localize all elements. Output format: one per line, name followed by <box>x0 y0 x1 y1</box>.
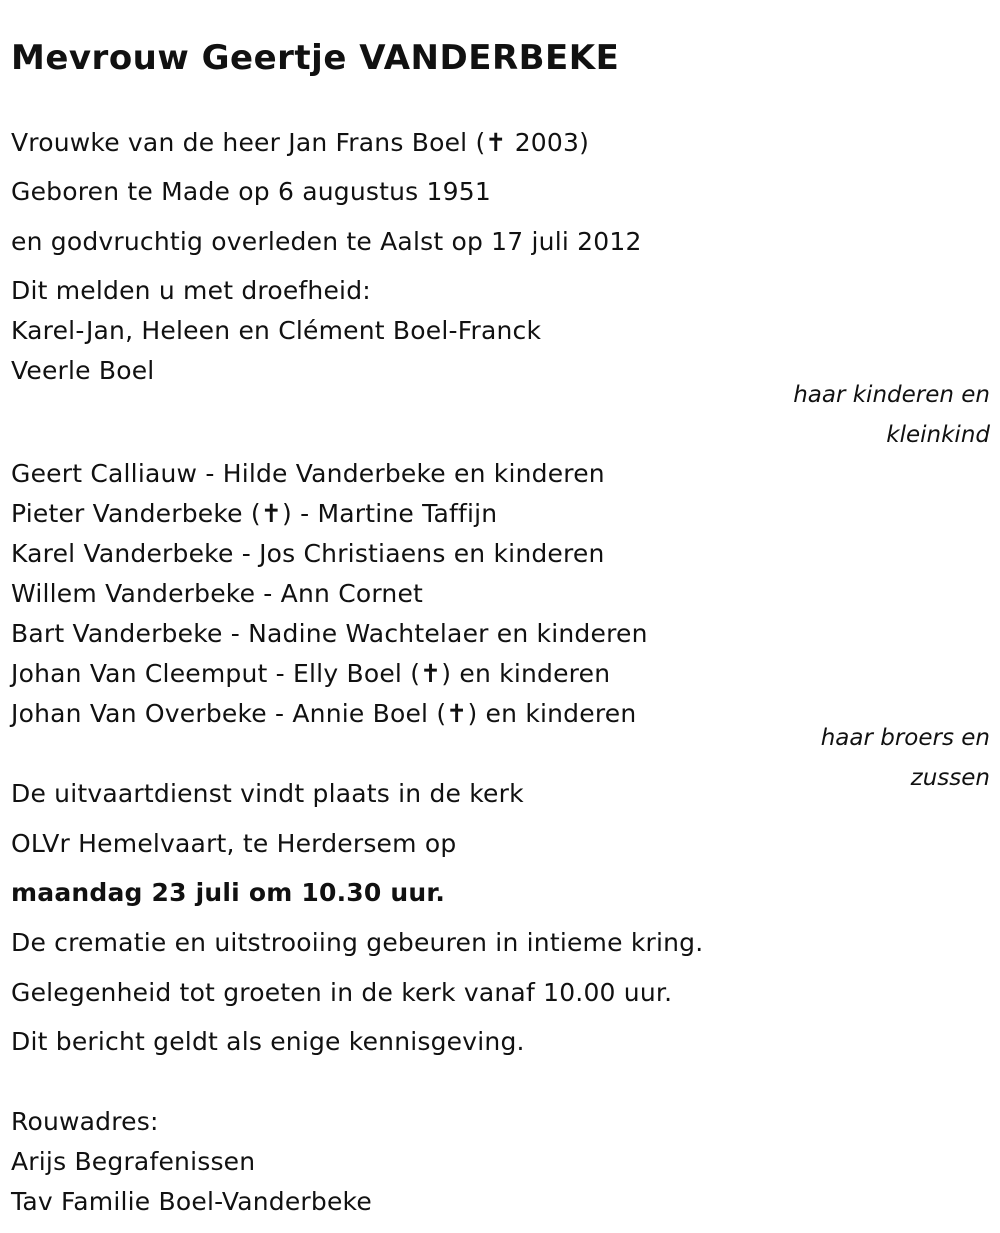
children-relation-note <box>730 375 990 455</box>
sibling-item: Johan Van Overbeke - Annie Boel (✝) en kinderen <box>11 699 637 728</box>
sibling-item: Johan Van Cleemput - Elly Boel (✝) en kinderen <box>11 659 611 688</box>
relation-note-line: haar kinderen en <box>793 382 990 408</box>
sibling-item: Pieter Vanderbeke (✝) - Martine Taffijn <box>11 499 498 528</box>
funeral-line: Gelegenheid tot groeten in de kerk vanaf 10.00 uur. <box>11 978 673 1007</box>
relation-note-line: kleinkind <box>886 422 990 448</box>
death-line: en godvruchtig overleden te Aalst op 17 juli 2012 <box>11 227 642 256</box>
funeral-date: maandag 23 juli om 10.30 uur. <box>11 878 446 907</box>
address-line: Arijs Begrafenissen <box>11 1147 256 1176</box>
sibling-item: Karel Vanderbeke - Jos Christiaens en kinderen <box>11 539 605 568</box>
relation-note-line: haar broers en <box>820 725 990 751</box>
children-item: Karel-Jan, Heleen en Clément Boel-Franck <box>11 316 542 345</box>
funeral-line: Dit bericht geldt als enige kennisgeving. <box>11 1027 525 1056</box>
funeral-line: De uitvaartdienst vindt plaats in de kerk <box>11 779 524 808</box>
funeral-line: De crematie en uitstrooiing gebeuren in intieme kring. <box>11 928 704 957</box>
funeral-line: OLVr Hemelvaart, te Herdersem op <box>11 829 457 858</box>
birth-line: Geboren te Made op 6 augustus 1951 <box>11 177 491 206</box>
sibling-item: Willem Vanderbeke - Ann Cornet <box>11 579 424 608</box>
deceased-name: Mevrouw Geertje VANDERBEKE <box>11 38 620 78</box>
sibling-item: Bart Vanderbeke - Nadine Wachtelaer en kinderen <box>11 619 648 648</box>
address-line: Tav Familie Boel-Vanderbeke <box>11 1187 372 1216</box>
announcement-line: Dit melden u met droefheid: <box>11 276 371 305</box>
relation-note-line: zussen <box>910 765 990 791</box>
sibling-item: Geert Calliauw - Hilde Vanderbeke en kinderen <box>11 459 605 488</box>
children-item: Veerle Boel <box>11 356 155 385</box>
spouse-line: Vrouwke van de heer Jan Frans Boel (✝ 2003) <box>11 128 590 157</box>
siblings-relation-note <box>730 718 990 798</box>
address-heading: Rouwadres: <box>11 1107 159 1136</box>
